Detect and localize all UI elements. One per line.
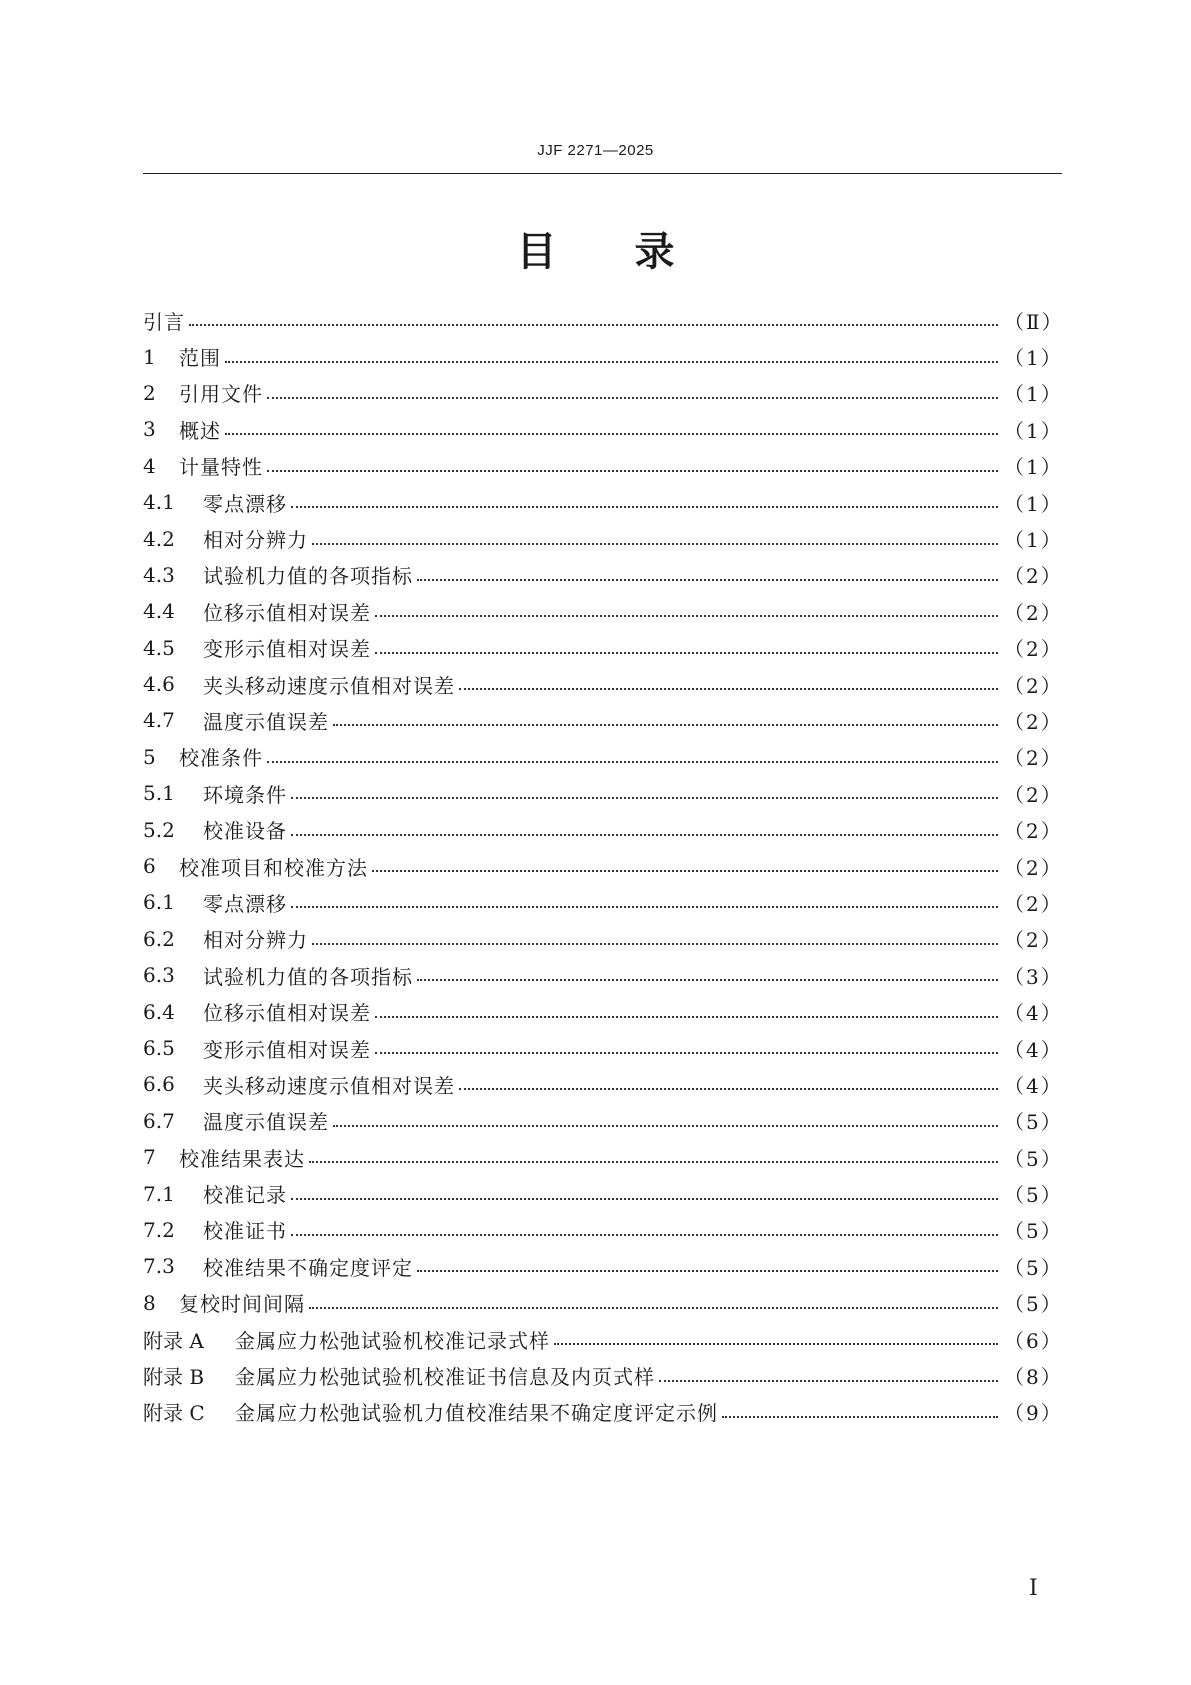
toc-entry-label: 金属应力松弛试验机校准记录式样 [235, 1328, 550, 1353]
toc-entry-number: 4.3 [143, 562, 175, 587]
toc-entry[interactable] [143, 1285, 1062, 1321]
toc-entry[interactable] [143, 1030, 1062, 1066]
toc-dot-leader [417, 965, 998, 985]
toc-entry[interactable] [143, 375, 1062, 411]
toc-entry-label: 概述 [179, 418, 221, 443]
toc-entry-number: 6 [143, 854, 156, 879]
toc-entry-page: （2） [1004, 891, 1063, 916]
toc-entry[interactable] [143, 702, 1062, 738]
toc-entry-number: 6.6 [143, 1072, 175, 1097]
toc-entry-label: 温度示值误差 [203, 709, 329, 734]
toc-entry-number: 附录 B [143, 1365, 205, 1390]
toc-entry[interactable] [143, 921, 1062, 957]
toc-entry[interactable] [143, 1357, 1062, 1393]
toc-entry-label: 金属应力松弛试验机校准证书信息及内页式样 [235, 1365, 655, 1390]
toc-entry-label: 温度示值误差 [203, 1110, 329, 1135]
toc-entry-page: （5） [1004, 1146, 1063, 1171]
toc-dot-leader [291, 492, 998, 512]
page-number: Ⅰ [1029, 1576, 1038, 1601]
toc-entry[interactable] [143, 775, 1062, 811]
toc-entry-number: 1 [143, 344, 156, 369]
toc-dot-leader [309, 1293, 998, 1313]
toc-entry[interactable] [143, 993, 1062, 1029]
toc-entry-label: 相对分辨力 [203, 928, 308, 953]
toc-entry-page: （Ⅱ） [1004, 309, 1064, 334]
toc-dot-leader [375, 1002, 998, 1022]
document-code: JJF 2271—2025 [537, 142, 654, 159]
toc-dot-leader [459, 1074, 998, 1094]
toc-entry-number: 4.1 [143, 490, 175, 515]
toc-entry[interactable] [143, 593, 1062, 629]
toc-dot-leader [417, 565, 998, 585]
toc-entry-page: （2） [1004, 673, 1063, 698]
toc-entry-page: （4） [1004, 1073, 1063, 1098]
toc-entry-page: （2） [1004, 709, 1063, 734]
toc-entry-number: 6.1 [143, 890, 175, 915]
toc-entry[interactable] [143, 1103, 1062, 1139]
toc-entry-label: 计量特性 [179, 455, 263, 480]
toc-entry-label: 试验机力值的各项指标 [203, 964, 413, 989]
toc-entry-label: 金属应力松弛试验机力值校准结果不确定度评定示例 [235, 1401, 718, 1426]
toc-entry-label: 复校时间间隔 [179, 1292, 305, 1317]
toc-entry-label: 零点漂移 [203, 891, 287, 916]
toc-entry-page: （5） [1004, 1255, 1063, 1280]
toc-entry-label: 零点漂移 [203, 491, 287, 516]
toc-entry-page: （8） [1004, 1365, 1063, 1390]
toc-dot-leader [659, 1366, 998, 1386]
table-of-contents [143, 302, 1062, 1430]
toc-entry-number: 5.1 [143, 781, 175, 806]
toc-dot-leader [372, 856, 998, 876]
toc-entry-page: （5） [1004, 1183, 1063, 1208]
toc-dot-leader [291, 820, 998, 840]
toc-entry-page: （9） [1004, 1401, 1063, 1426]
toc-dot-leader [312, 929, 998, 949]
toc-dot-leader [375, 1038, 998, 1058]
toc-entry-number: 6.5 [143, 1036, 175, 1060]
toc-dot-leader [459, 674, 998, 694]
toc-entry-page: （6） [1004, 1328, 1063, 1353]
toc-entry[interactable] [143, 739, 1062, 775]
toc-entry-label: 夹头移动速度示值相对误差 [203, 1073, 455, 1098]
toc-entry-label: 引用文件 [179, 382, 263, 407]
toc-entry[interactable] [143, 630, 1062, 666]
toc-entry-number: 7.1 [143, 1181, 175, 1206]
toc-entry-label: 位移示值相对误差 [203, 600, 371, 625]
toc-dot-leader [417, 1256, 998, 1276]
toc-entry-label: 位移示值相对误差 [203, 1001, 371, 1026]
toc-entry-label: 校准证书 [203, 1219, 287, 1244]
toc-entry-label: 校准记录 [203, 1183, 287, 1208]
toc-dot-leader [375, 601, 998, 621]
toc-entry[interactable] [143, 557, 1062, 593]
toc-entry-label: 变形示值相对误差 [203, 637, 371, 662]
toc-entry-label: 相对分辨力 [203, 528, 308, 553]
toc-entry[interactable] [143, 884, 1062, 920]
toc-entry-number: 4.6 [143, 672, 175, 697]
toc-entry[interactable] [143, 411, 1062, 447]
toc-entry-number: 3 [143, 417, 156, 442]
toc-entry-number: 8 [143, 1290, 156, 1315]
toc-dot-leader [189, 310, 998, 330]
toc-entry-number: 4.4 [143, 599, 175, 624]
page-title [0, 220, 1191, 277]
toc-entry-page: （4） [1004, 1037, 1063, 1062]
toc-entry-page: （2） [1004, 855, 1063, 880]
toc-entry-number: 4.5 [143, 635, 175, 660]
toc-entry-label: 环境条件 [203, 782, 287, 807]
toc-entry-number: 4.7 [143, 708, 175, 733]
toc-entry-label: 校准结果表达 [179, 1146, 305, 1171]
toc-entry-number: 6.4 [143, 999, 175, 1024]
toc-entry-label: 试验机力值的各项指标 [203, 564, 413, 589]
toc-entry[interactable] [143, 448, 1062, 484]
toc-dot-leader [225, 347, 998, 367]
toc-entry-page: （2） [1004, 564, 1063, 589]
toc-entry-page: （1） [1004, 528, 1063, 553]
toc-entry-label: 校准设备 [203, 819, 287, 844]
toc-entry[interactable] [143, 302, 1062, 338]
toc-dot-leader [309, 1147, 998, 1167]
toc-entry[interactable] [143, 1248, 1062, 1284]
title-char-1: 目 [516, 229, 557, 275]
toc-entry-number: 2 [143, 380, 156, 405]
toc-entry-number: 4 [143, 453, 156, 478]
toc-dot-leader [267, 383, 998, 403]
toc-entry-page: （2） [1004, 782, 1063, 807]
toc-entry-page: （2） [1004, 637, 1063, 662]
toc-entry-number: 5 [143, 744, 156, 769]
toc-entry-label: 校准项目和校准方法 [179, 855, 368, 880]
toc-entry-label: 校准结果不确定度评定 [203, 1255, 413, 1280]
toc-entry-number: 5.2 [143, 817, 175, 842]
toc-entry[interactable] [143, 1139, 1062, 1175]
toc-entry-page: （5） [1004, 1292, 1063, 1317]
toc-entry-label: 范围 [179, 346, 221, 371]
toc-entry[interactable] [143, 811, 1062, 847]
toc-entry-number: 4.2 [143, 526, 175, 551]
toc-dot-leader [333, 710, 998, 730]
toc-entry-page: （2） [1004, 819, 1063, 844]
toc-entry-page: （4） [1004, 1001, 1063, 1026]
toc-entry-number: 附录 C [143, 1401, 205, 1426]
toc-entry-label: 引言 [143, 309, 185, 334]
toc-entry-label: 夹头移动速度示值相对误差 [203, 673, 455, 698]
toc-dot-leader [225, 419, 998, 439]
toc-entry-page: （1） [1004, 346, 1063, 371]
toc-dot-leader [291, 1184, 998, 1204]
toc-entry-page: （1） [1004, 491, 1063, 516]
toc-entry-page: （2） [1004, 928, 1063, 953]
toc-entry[interactable] [143, 957, 1062, 993]
toc-entry-page: （1） [1004, 382, 1063, 407]
toc-entry[interactable] [143, 666, 1062, 702]
toc-dot-leader [722, 1402, 998, 1422]
toc-entry-number: 6.7 [143, 1108, 175, 1133]
toc-entry[interactable] [143, 1175, 1062, 1211]
toc-entry[interactable] [143, 1394, 1062, 1430]
toc-entry-page: （5） [1004, 1219, 1063, 1244]
toc-dot-leader [267, 747, 998, 767]
toc-dot-leader [291, 892, 998, 912]
toc-entry[interactable] [143, 520, 1062, 556]
toc-dot-leader [375, 638, 998, 658]
toc-entry-label: 变形示值相对误差 [203, 1037, 371, 1062]
toc-entry[interactable] [143, 1321, 1062, 1357]
toc-entry-label: 校准条件 [179, 746, 263, 771]
toc-entry-page: （3） [1004, 964, 1063, 989]
toc-entry[interactable] [143, 338, 1062, 374]
toc-dot-leader [291, 1220, 998, 1240]
toc-entry-page: （5） [1004, 1110, 1063, 1135]
header-rule [143, 173, 1062, 174]
toc-entry-number: 6.2 [143, 926, 175, 951]
toc-dot-leader [291, 783, 998, 803]
title-char-2: 录 [634, 229, 675, 275]
toc-entry-page: （2） [1004, 600, 1063, 625]
toc-entry[interactable] [143, 848, 1062, 884]
toc-entry-page: （2） [1004, 746, 1063, 771]
toc-entry-number: 7.3 [143, 1254, 175, 1279]
toc-entry-number: 7.2 [143, 1217, 175, 1242]
toc-dot-leader [267, 456, 998, 476]
toc-entry-page: （1） [1004, 455, 1063, 480]
toc-entry-number: 6.3 [143, 963, 175, 988]
toc-entry[interactable] [143, 1212, 1062, 1248]
toc-entry[interactable] [143, 1066, 1062, 1102]
toc-dot-leader [312, 529, 998, 549]
toc-entry-number: 附录 A [143, 1328, 204, 1353]
toc-entry[interactable] [143, 484, 1062, 520]
toc-entry-number: 7 [143, 1145, 156, 1170]
toc-entry-page: （1） [1004, 418, 1063, 443]
toc-dot-leader [333, 1111, 998, 1131]
toc-dot-leader [554, 1329, 998, 1349]
